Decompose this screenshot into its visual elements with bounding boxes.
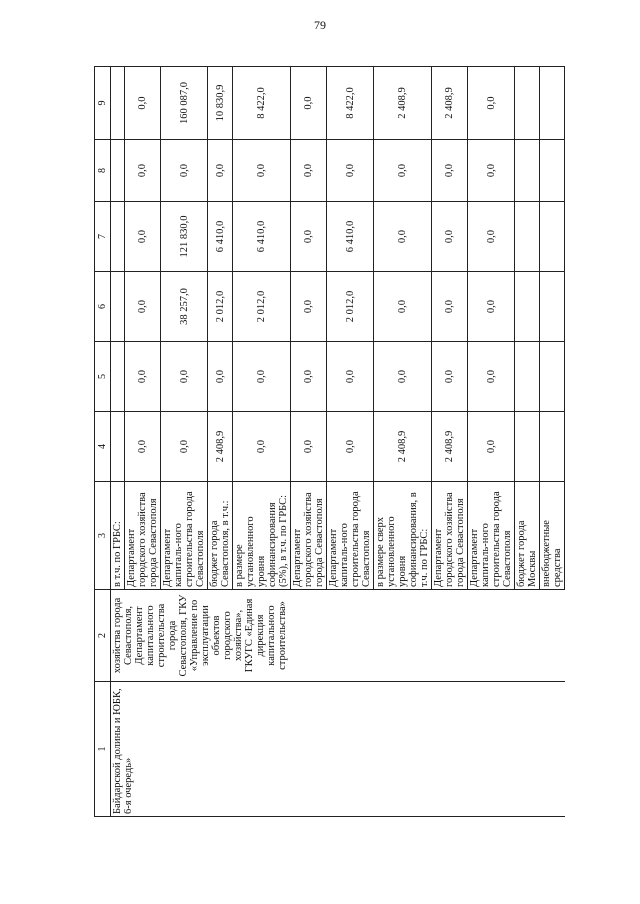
value-cell — [540, 342, 565, 412]
value-cell: 0,0 — [161, 140, 208, 202]
value-cell — [111, 202, 125, 272]
value-cell: 8 422,0 — [327, 67, 374, 140]
value-cell — [515, 412, 540, 482]
col-header: 7 — [95, 202, 111, 272]
value-cell: 0,0 — [233, 140, 291, 202]
col-header: 6 — [95, 272, 111, 342]
source-cell: в т.ч. по ГРБС: — [111, 482, 125, 590]
value-cell — [540, 67, 565, 140]
value-cell: 0,0 — [125, 202, 161, 272]
value-cell — [111, 67, 125, 140]
header-row — [95, 67, 111, 817]
value-cell: 0,0 — [374, 140, 432, 202]
value-cell: 0,0 — [291, 342, 327, 412]
value-cell: 0,0 — [125, 140, 161, 202]
value-cell: 0,0 — [327, 342, 374, 412]
value-cell: 0,0 — [291, 412, 327, 482]
value-cell: 10 830,9 — [208, 67, 233, 140]
source-cell: Департамент городского хозяйства города Севастополя — [125, 482, 161, 590]
value-cell: 2 012,0 — [208, 272, 233, 342]
source-cell: в размере установленного уровня софинансирования (5%), в т.ч. по ГРБС: — [233, 482, 291, 590]
value-cell: 0,0 — [161, 342, 208, 412]
col-header: 1 — [95, 682, 111, 817]
value-cell: 0,0 — [468, 140, 515, 202]
source-cell: Департамент капиталь-ного строительства города Севастополя — [161, 482, 208, 590]
value-cell: 6 410,0 — [208, 202, 233, 272]
value-cell — [515, 272, 540, 342]
value-cell: 2 012,0 — [327, 272, 374, 342]
col-header: 2 — [95, 590, 111, 682]
value-cell: 0,0 — [125, 412, 161, 482]
value-cell: 0,0 — [432, 272, 468, 342]
value-cell: 121 830,0 — [161, 202, 208, 272]
value-cell — [515, 202, 540, 272]
value-cell: 0,0 — [374, 342, 432, 412]
value-cell: 0,0 — [432, 342, 468, 412]
value-cell — [540, 140, 565, 202]
value-cell: 2 408,9 — [374, 412, 432, 482]
source-cell: Департамент капиталь-ного строительства города Севастополя — [327, 482, 374, 590]
source-cell: Департамент капиталь-ного строительства города Севастополя — [468, 482, 515, 590]
value-cell — [111, 140, 125, 202]
value-cell — [111, 412, 125, 482]
value-cell: 0,0 — [125, 342, 161, 412]
table-row — [111, 67, 125, 817]
value-cell: 0,0 — [468, 412, 515, 482]
page-number: 79 — [314, 18, 326, 32]
value-cell: 0,0 — [374, 272, 432, 342]
source-cell: бюджет города Севастополя, в т.ч.: — [208, 482, 233, 590]
value-cell — [540, 272, 565, 342]
value-cell: 38 257,0 — [161, 272, 208, 342]
source-cell: в размере сверх установленного уровня софинансирования, в т.ч. по ГРБС: — [374, 482, 432, 590]
value-cell: 0,0 — [374, 202, 432, 272]
value-cell: 2 408,9 — [374, 67, 432, 140]
value-cell: 2 408,9 — [432, 67, 468, 140]
value-cell — [515, 67, 540, 140]
source-cell: внебюджетные средства — [540, 482, 565, 590]
value-cell: 0,0 — [327, 412, 374, 482]
value-cell: 8 422,0 — [233, 67, 291, 140]
value-cell: 0,0 — [291, 67, 327, 140]
value-cell — [540, 412, 565, 482]
value-cell: 2 012,0 — [233, 272, 291, 342]
value-cell: 0,0 — [208, 140, 233, 202]
value-cell: 0,0 — [125, 272, 161, 342]
object-name-cell: Байдарской долины и ЮБК, 6-я очередь» — [111, 682, 565, 817]
rotated-table-container — [94, 67, 563, 817]
value-cell: 160 087,0 — [161, 67, 208, 140]
value-cell: 0,0 — [233, 412, 291, 482]
value-cell — [111, 342, 125, 412]
col-header: 8 — [95, 140, 111, 202]
value-cell: 0,0 — [125, 67, 161, 140]
value-cell: 6 410,0 — [233, 202, 291, 272]
value-cell: 0,0 — [233, 342, 291, 412]
value-cell: 0,0 — [291, 272, 327, 342]
value-cell: 0,0 — [432, 140, 468, 202]
value-cell: 0,0 — [291, 202, 327, 272]
col-header: 3 — [95, 482, 111, 590]
value-cell: 0,0 — [468, 67, 515, 140]
value-cell: 0,0 — [468, 272, 515, 342]
col-header: 5 — [95, 342, 111, 412]
value-cell — [540, 202, 565, 272]
value-cell — [515, 342, 540, 412]
financing-table — [94, 66, 565, 817]
source-cell: бюджет города Москвы — [515, 482, 540, 590]
col-header: 9 — [95, 67, 111, 140]
value-cell: 6 410,0 — [327, 202, 374, 272]
value-cell: 0,0 — [291, 140, 327, 202]
value-cell: 0,0 — [432, 202, 468, 272]
value-cell — [515, 140, 540, 202]
value-cell: 0,0 — [161, 412, 208, 482]
value-cell: 2 408,9 — [208, 412, 233, 482]
source-cell: Департамент городского хозяйства города Севастополя — [291, 482, 327, 590]
value-cell: 0,0 — [327, 140, 374, 202]
value-cell — [111, 272, 125, 342]
col-header: 4 — [95, 412, 111, 482]
source-cell: Департамент городского хозяйства города Севастополя — [432, 482, 468, 590]
value-cell: 0,0 — [468, 202, 515, 272]
customer-cell: хозяйства города Севастополя, Департамент капитального строительства города Севастополя, ГКУ «Управление по эксплуатации объектов городского хозяйства», ГКУГС «Единая дирекция капитального строительства» — [111, 590, 565, 682]
value-cell: 0,0 — [468, 342, 515, 412]
value-cell: 0,0 — [208, 342, 233, 412]
value-cell: 2 408,9 — [432, 412, 468, 482]
